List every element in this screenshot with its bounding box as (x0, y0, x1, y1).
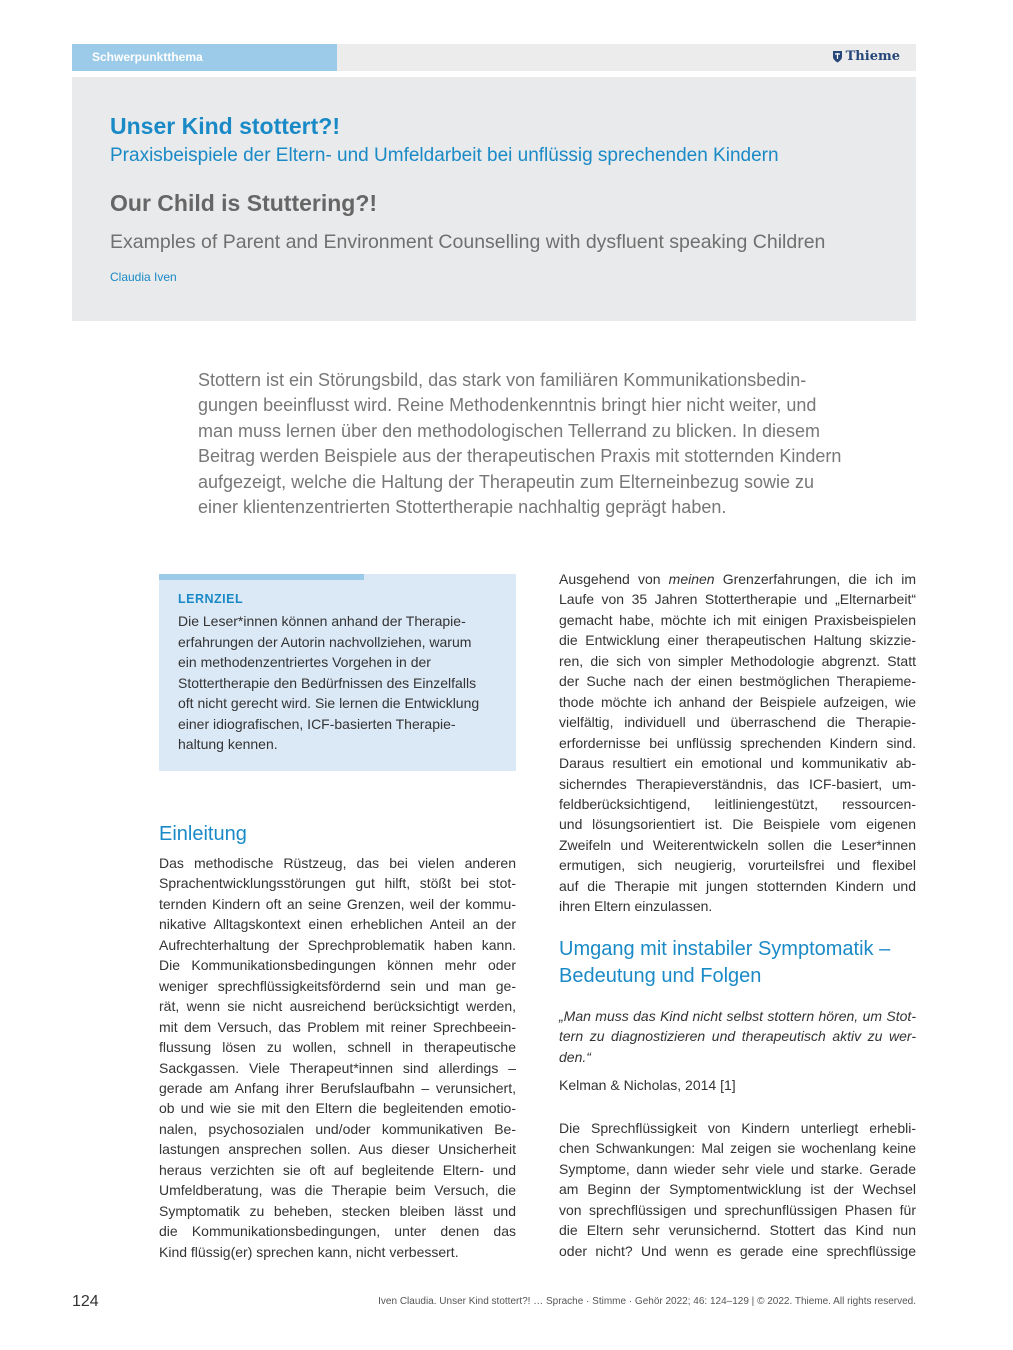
learning-goal-line: ein methodenzentriertes Vorgehen in der (178, 654, 431, 670)
body-line: Das methodische Rüstzeug, das bei vielen anderen (159, 855, 516, 871)
body-line: oder nicht? Und wenn es gerade eine sprechflüssige (559, 1242, 916, 1259)
body-line: die Entwicklung einer therapeutischen Haltung skizzie- (559, 632, 916, 649)
body-line: Zweifeln und Weiterentwickeln sollen die Leser*innen (559, 836, 916, 853)
learning-goal-line: erfahrungen der Autorin nachvollziehen, warum (178, 633, 472, 650)
body-line: die Kommunikationsbedingungen, unter denen das (159, 1223, 516, 1240)
body-line-first (559, 569, 916, 589)
footer-citation: Iven Claudia. Unser Kind stottert?! … Sprache · Stimme · Gehör 2022; 46: 124–129 | © 2022. Thieme. All rights reserved. (378, 1296, 916, 1307)
body-line: ternden Kindern oft an seine Grenzen, weil der kommu- (159, 895, 516, 912)
body-line: auf die Therapie mit jungen stotternden Kindern und (559, 877, 916, 894)
body-line: der Suche nach der einen bestmöglichen Therapieme- (559, 673, 916, 690)
einleitung-paragraph (159, 853, 516, 1262)
thieme-crest-icon (832, 50, 843, 63)
body-line: und lösungsorientiert ist. Die Beispiele vom eigenen (559, 816, 916, 833)
body-line: chen Schwankungen: Mal zeigen sie wochenlang keine (559, 1140, 916, 1157)
umgang-paragraph (559, 1118, 916, 1261)
abstract (198, 368, 888, 520)
abstract-line: Beitrag werden Beispiele aus der therapeutischen Praxis mit stotternden Kindern (198, 446, 842, 467)
page-number: 124 (72, 1293, 99, 1310)
body-line: Laufe von 35 Jahren Stottertherapie und „Elternarbeit“ (559, 591, 916, 608)
heading-line: Umgang mit instabiler Symptomatik – (559, 938, 891, 960)
body-line: Daraus resultiert ein emotional und kommunikativ ab- (559, 755, 916, 772)
learning-goal-box (159, 574, 516, 771)
body-line: erfordernisse bei unflüssig sprechenden Kindern sind. (559, 734, 916, 751)
body-line: rät, wenn sie nicht ausreichend berücksichtigt werden, (159, 998, 516, 1015)
body-line: lastungen ansprechen sollen. Aus dieser Unsicherheit (159, 1141, 516, 1158)
intro-paragraph (559, 569, 916, 917)
heading-line: Bedeutung und Folgen (559, 965, 762, 987)
article-title-en: Our Child is Stuttering?! (110, 190, 378, 216)
body-line: am Beginn der Symptomentwicklung ist der Wechsel (559, 1181, 916, 1198)
body-line: Kind flüssig(er) sprechen kann, nicht verbessert. (159, 1243, 459, 1260)
quote-line: den.“ (559, 1048, 591, 1065)
body-line: nalen, psychosozialen und/oder kommunikativen Be- (159, 1120, 516, 1137)
body-line: Sackgassen. Viele Therapeut*innen sind allerdings – (159, 1059, 516, 1076)
body-line: mit dem Versuch, das Problem mit reiner Sprechbeein- (159, 1018, 516, 1035)
abstract-line: man muss lernen über den methodologischen Tellerrand zu blicken. In diesem (198, 420, 821, 441)
abstract-line: Stottern ist ein Störungsbild, das stark von familiären Kommunikationsbedin- (198, 370, 807, 390)
abstract-line: aufgezeigt, welche die Haltung der Therapeutin zum Elterneinbezug sowie zu (198, 471, 815, 492)
article-subtitle-en: Examples of Parent and Environment Counselling with dysfluent speaking Children (110, 231, 826, 253)
title-block (72, 77, 916, 321)
body-line: Die Kommunikationsbedingungen können mehr oder (159, 957, 516, 974)
article-subtitle-de: Praxisbeispiele der Eltern- und Umfeldarbeit bei unflüssig sprechenden Kindern (110, 145, 779, 166)
body-line: Symptome, dann wieder sehr viele und starke. Gerade (559, 1160, 916, 1177)
body-line: nikative Alltagskontext einen erheblichen Anteil an der (159, 916, 516, 933)
quote-line: tern zu diagnostizieren und therapeutisch aktiv zu wer- (559, 1028, 916, 1045)
body-line: Aufrechterhaltung der Sprechproblematik haben kann. (159, 936, 516, 953)
section-label: Schwerpunktthema (92, 50, 203, 64)
epigraph-quote (559, 1006, 916, 1067)
text-segment: Ausgehend von (559, 571, 669, 587)
learning-goal-title: LERNZIEL (178, 592, 244, 606)
section-heading-umgang (559, 936, 916, 990)
body-line: Die Sprechflüssigkeit von Kindern unterliegt erhebli- (559, 1120, 916, 1136)
body-line: ermutigen, sich neugierig, vorurteilsfrei und flexibel (559, 857, 916, 874)
body-line: ren, die sich von simpler Methodologie abgrenzt. Statt (559, 652, 916, 669)
body-line: die Eltern sehr verunsichernd. Stottert das Kind nun (559, 1222, 916, 1239)
learning-goal-line: oft nicht gerecht wird. Sie lernen die Entwicklung (178, 695, 480, 711)
author-name: Claudia Iven (110, 270, 177, 284)
section-heading-einleitung: Einleitung (159, 823, 247, 845)
body-line: vielfältig, individuell und überraschend die Therapie- (559, 714, 916, 731)
learning-goal-text (178, 611, 479, 755)
body-line: gerade am Anfang ihrer Berufslaufbahn – verunsichert, (159, 1079, 516, 1096)
body-line: sicherndes Therapieverständnis, das ICF-basiert, um- (559, 775, 916, 792)
quote-citation: Kelman & Nicholas, 2014 [1] (559, 1077, 736, 1093)
learning-goal-line: Stottertherapie den Bedürfnissen des Einzelfalls (178, 674, 477, 691)
abstract-line: einer klientenzentrierten Stottertherapie nachhaltig geprägt haben. (198, 497, 727, 518)
body-line: Umfeldberatung, was die Therapie beim Versuch, die (159, 1182, 516, 1199)
body-line: ihren Eltern einzulassen. (559, 898, 713, 915)
body-line: thode möchte ich anhand der Beispiele aufzeigen, wie (559, 693, 916, 710)
learning-goal-accent-bar (159, 574, 364, 580)
abstract-line: gungen beeinflusst wird. Reine Methodenkenntnis bringt hier nicht weiter, und (198, 395, 817, 416)
learning-goal-line: einer idiografischen, ICF-basierten Therapie- (178, 715, 456, 732)
emphasis-text: meinen (668, 571, 715, 587)
body-line: Sprachentwicklungsstörungen gut hilft, stößt bei stot- (159, 875, 516, 892)
body-line: Symptomatik zu beheben, stecken bleiben lässt und (159, 1202, 516, 1219)
section-bar (72, 44, 337, 71)
learning-goal-line: Die Leser*innen können anhand der Therapie- (178, 613, 466, 629)
body-line: gemacht habe, möchte ich mit einigen Praxisbeispielen (559, 611, 916, 628)
body-line: ob und wie sie mit den Eltern die begleitenden emotio- (159, 1100, 516, 1117)
quote-line: „Man muss das Kind nicht selbst stottern hören, um Stot- (559, 1008, 916, 1024)
body-line: von sprechflüssigen und sprechunflüssigen Phasen für (559, 1201, 916, 1218)
body-line: heraus verzichten sie oft auf begleitende Eltern- und (159, 1161, 516, 1178)
body-line: flussung lösen zu wollen, schnell in therapeutische (159, 1039, 516, 1056)
article-title-de: Unser Kind stottert?! (110, 113, 340, 139)
body-line: weniger sprechflüssigkeitsfördernd sein und man ge- (159, 977, 516, 994)
publisher-bar (337, 44, 916, 71)
publisher-name: Thieme (845, 49, 900, 64)
learning-goal-line: haltung kennen. (178, 736, 278, 752)
body-line: feldberücksichtigend, leitliniengestützt, ressourcen- (559, 795, 916, 812)
publisher-logo (832, 49, 900, 64)
text-segment: Grenzerfahrungen, die ich im (714, 571, 916, 587)
